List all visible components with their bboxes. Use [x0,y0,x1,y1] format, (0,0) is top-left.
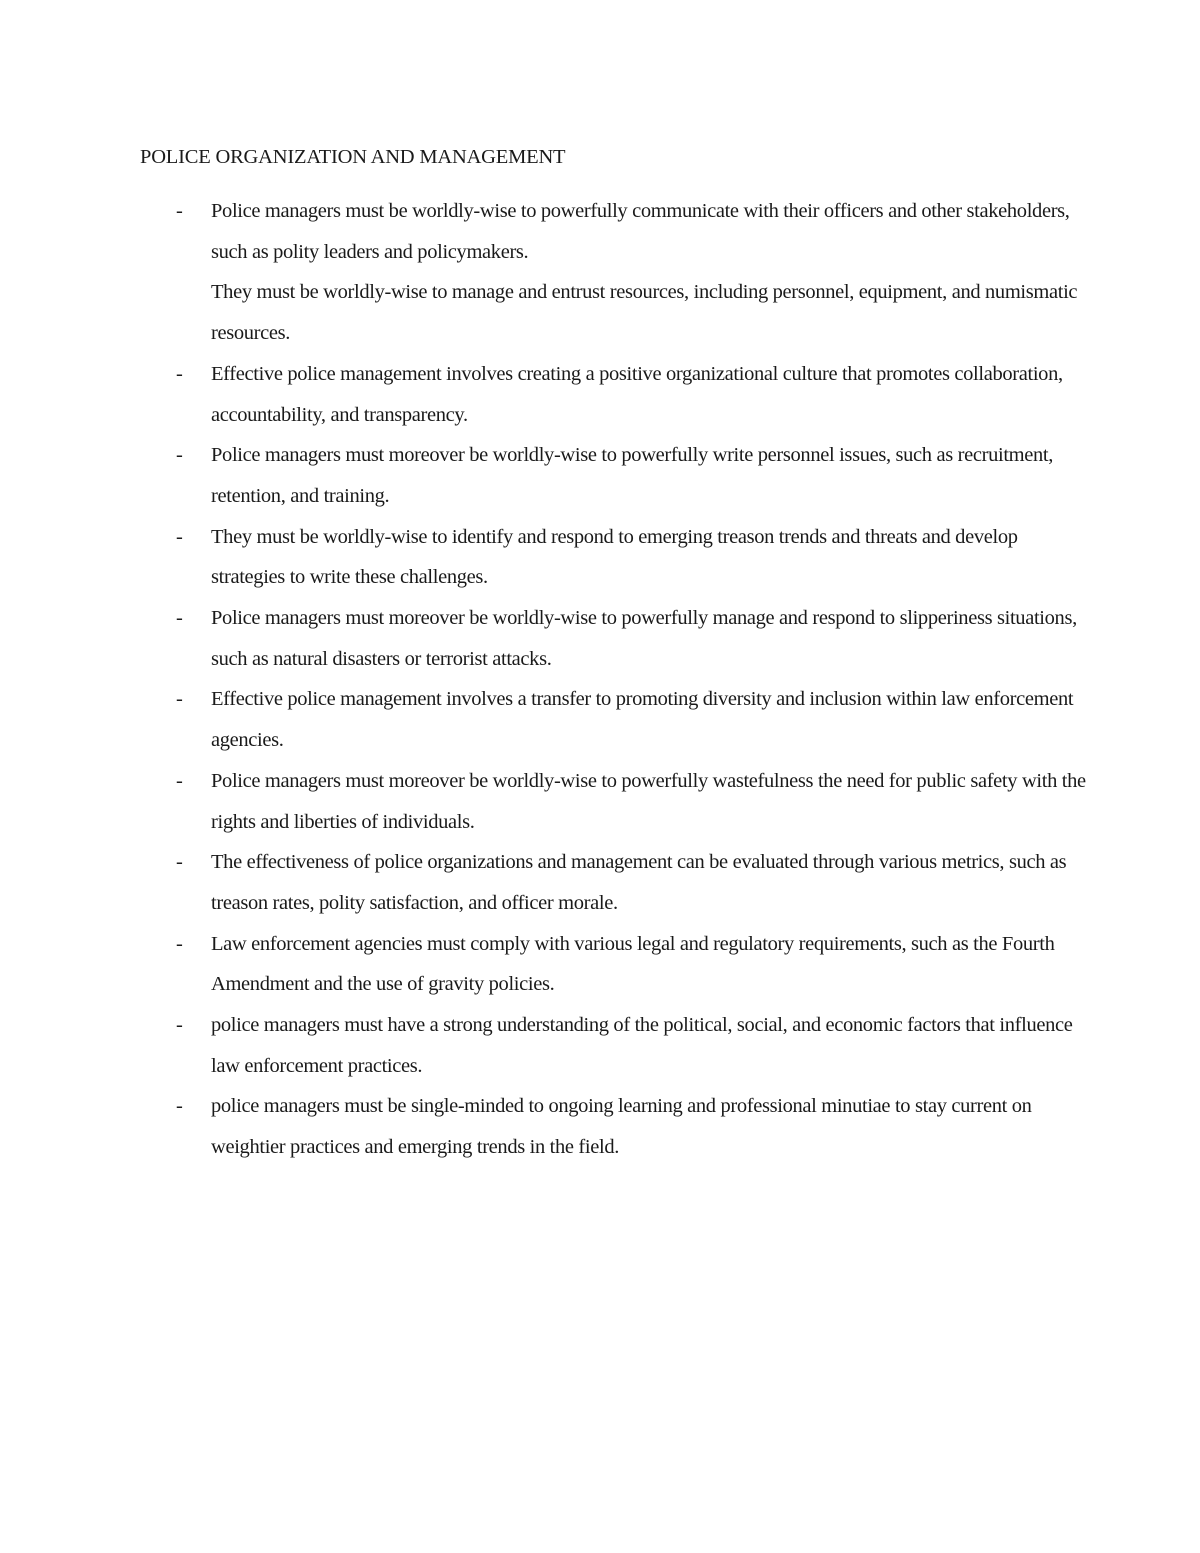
list-item [140,191,1090,354]
list-item [140,924,1090,1005]
bullet-dash: - [176,1095,183,1118]
bullet-dash: - [176,932,183,955]
list-item [140,1086,1090,1167]
list-item [140,354,1090,435]
list-item [140,1005,1090,1086]
list-item [140,679,1090,760]
list-item-text: police managers must be single-minded to ongoing learning and professional minutiae to stay current on weightier practices and emerging trends in the field. [211,1095,1032,1159]
list-item [140,842,1090,923]
bullet-list [140,191,1090,1168]
list-item-continuation: They must be worldly-wise to manage and entrust resources, including personnel, equipment, and numismatic resources. [211,281,1078,345]
list-item-text: Law enforcement agencies must comply with various legal and regulatory requirements, such as the Fourth Amendment and the use of gravity policies. [211,932,1055,996]
list-item-text: The effectiveness of police organizations and management can be evaluated through various metrics, such as treason rates, polity satisfaction, and officer morale. [211,851,1067,914]
bullet-dash: - [176,200,183,222]
bullet-dash: - [176,688,183,711]
bullet-dash: - [176,607,183,630]
bullet-dash: - [176,444,183,467]
list-item-text: Police managers must moreover be worldly-wise to powerfully manage and respond to slipperiness situations, such as natural disasters or terrorist attacks. [211,607,1077,670]
bullet-dash: - [176,525,183,548]
bullet-dash: - [176,1014,183,1037]
list-item-text: They must be worldly-wise to identify and respond to emerging treason trends and threats and develop strategies to write these challenges. [211,525,1018,589]
list-item [140,517,1090,598]
document-title: POLICE ORGANIZATION AND MANAGEMENT [140,146,566,168]
bullet-dash: - [176,362,183,385]
bullet-dash: - [176,851,183,874]
list-item-text: police managers must have a strong understanding of the political, social, and economic factors that influence law enforcement practices. [211,1014,1073,1077]
list-item-text: Police managers must be worldly-wise to powerfully communicate with their officers and other stakeholders, such as polity leaders and policymakers. [211,200,1070,263]
list-item [140,435,1090,516]
list-item-text: Effective police management involves a transfer to promoting diversity and inclusion within law enforcement agencies. [211,688,1074,752]
list-item-text: Police managers must moreover be worldly-wise to powerfully wastefulness the need for public safety with the rights and liberties of individuals. [211,769,1086,833]
list-item [140,598,1090,679]
list-item-text: Police managers must moreover be worldly-wise to powerfully write personnel issues, such as recruitment, retention, and training. [211,444,1054,507]
list-item [140,761,1090,842]
list-item-text: Effective police management involves creating a positive organizational culture that promotes collaboration, accountability, and transparency. [211,362,1063,426]
bullet-dash: - [176,769,183,792]
